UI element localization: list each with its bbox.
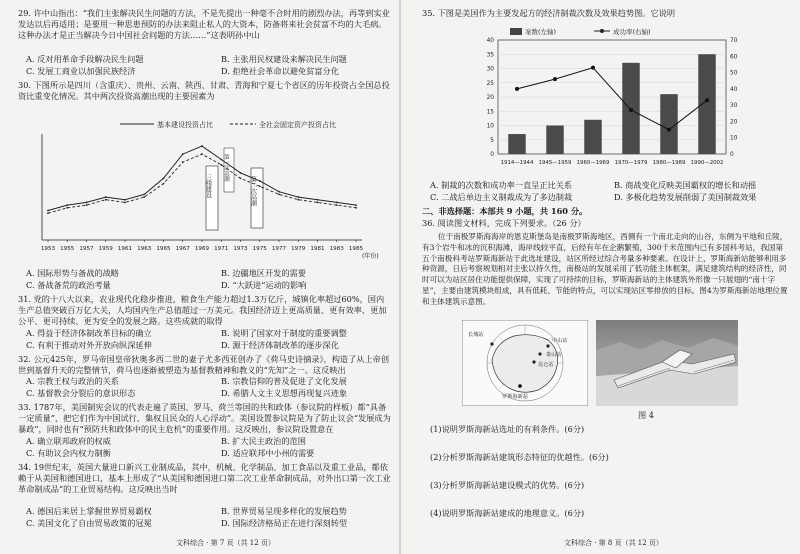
q30-x-tick-label: 1977 — [271, 246, 287, 252]
q30-point-2-8 — [201, 153, 203, 155]
q30-point-1-1 — [66, 204, 68, 206]
q30-point-2-15 — [336, 204, 338, 206]
q30-point-1-11 — [259, 180, 261, 182]
q30-legend-2: 全社会固定资产投资占比 — [259, 121, 336, 129]
q31-option-b: B. 说明了国家对于制度的重要调整 — [221, 328, 347, 338]
q30-point-2-1 — [66, 207, 68, 209]
q35-y-left-tick: 0 — [490, 152, 494, 158]
q35-legend-line: 成功率(右轴) — [613, 28, 651, 36]
q29-option-b: B. 主张用民权建设来解决民生问题 — [221, 54, 347, 64]
q35-x-tick-label: 1945—1959 — [538, 160, 572, 166]
q30-x-tick-label: 1975 — [252, 246, 267, 252]
q30-point-1-12 — [278, 191, 280, 193]
q30-point-2-11 — [259, 185, 261, 187]
q35-stem: 35. 下图是美国作为主要发起方的经济制裁次数及效果趋势图。它说明 — [422, 8, 676, 18]
q30-point-1-6 — [163, 177, 165, 179]
q35-y-left-tick: 35 — [486, 52, 494, 59]
map-marker-taishan — [538, 352, 541, 355]
q30-option-b: B. 边疆地区开发的需要 — [221, 268, 306, 278]
q30-annotation-1: 三线建设 — [204, 174, 212, 198]
q35-option-c: C. 二战后单边主义制裁成为了多边制裁 — [430, 192, 573, 202]
q35-y-right-tick: 20 — [730, 119, 738, 126]
q35-x-tick-label: 1980—1989 — [652, 160, 686, 166]
q33-option-b: B. 扩大民主政治的范围 — [221, 436, 306, 446]
q35-y-right-tick: 60 — [730, 54, 738, 61]
q30-point-2-4 — [124, 202, 126, 204]
q32-option-d: D. 希腊人文主义思想再现复兴迹象 — [221, 388, 348, 398]
q30-point-2-3 — [105, 199, 107, 201]
left-page — [6, 0, 398, 554]
q35-y-right-tick: 0 — [730, 152, 734, 158]
q31-option-d: D. 源于经济体制改革的逐步深化 — [221, 340, 339, 350]
q30-point-2-13 — [297, 199, 299, 201]
q35-x-tick-label: 1970—1979 — [614, 160, 648, 166]
q35-success-line — [517, 68, 707, 130]
q31-option-c: C. 有利于推动对外开放向纵深延伸 — [26, 340, 152, 350]
antarctica-map — [462, 320, 588, 406]
q35-y-left-tick: 5 — [490, 137, 494, 144]
q35-bar — [508, 134, 525, 154]
q30-chart — [16, 108, 396, 268]
q33-option-c: C. 有助议会内权力制衡 — [26, 448, 111, 458]
q30-x-tick-label: 1957 — [79, 246, 94, 252]
q32-option-b: B. 宗教信仰的普及促进了文化发展 — [221, 376, 347, 386]
q30-x-unit: (年份) — [362, 253, 379, 260]
q36-sub-1: (1)说明罗斯海新站选址的有利条件。(6分) — [430, 424, 585, 434]
q29-option-d: D. 拒绝社会革命以避免贫富分化 — [221, 66, 339, 76]
q35-success-point — [667, 128, 671, 132]
q35-y-left-tick: 10 — [486, 123, 494, 130]
q30-annotation-3: 第二次高潮 — [249, 176, 257, 206]
q30-point-2-12 — [278, 193, 280, 195]
q30-x-tick-label: 1965 — [156, 246, 171, 252]
q35-y-right-tick: 50 — [730, 70, 738, 77]
q30-point-1-15 — [336, 202, 338, 204]
q30-point-1-16 — [355, 204, 357, 206]
q35-success-point — [553, 77, 557, 81]
q30-point-1-3 — [105, 196, 107, 198]
q30-point-2-5 — [143, 196, 145, 198]
q30-x-tick-label: 1967 — [175, 246, 190, 252]
section-two-heading: 二、非选择题：本部共 9 小题，共 160 分。 — [422, 206, 588, 216]
q30-stem: 30. 下图所示是四川（含重庆）、贵州、云南、陕西、甘肃、青海和宁夏七个省区的历年投资占全国总投资比重变化情况。其中两次投资高潮出现的主要因素为 — [18, 80, 390, 102]
map-marker-zhongshan — [546, 344, 549, 347]
q30-x-tick-label: 1971 — [214, 246, 229, 252]
q35-success-point — [705, 98, 709, 102]
q30-point-2-2 — [86, 204, 88, 206]
q30-point-1-8 — [201, 145, 203, 147]
q30-series-line-1 — [48, 146, 356, 210]
q35-bar — [660, 94, 677, 154]
q32-option-a: A. 宗教王权与政治的关系 — [26, 376, 119, 386]
q30-x-tick-label: 1981 — [310, 246, 325, 252]
q35-legend-bars: 案数(左轴) — [525, 28, 557, 36]
q35-y-left-tick: 25 — [486, 80, 494, 87]
q35-success-point — [515, 87, 519, 91]
map-label-zhongshan: 中山站 — [552, 338, 568, 344]
q36-material: 位于南极罗斯海海岸的恩克斯堡岛是南极罗斯海地区，西侧有一个南北走向的山谷，东侧为平地和丘陵，有3个岩牛和冰的沉积海滩，海岸线较平直，后经有年在企鹅繁殖，300千米范围内已有多国科考站，我国第五个南极科考站罗斯海新站于此选址建设，站区所经过综合考量多种要素。在设计上，罗斯海新站能够利用多种资源，日后考察规划相对主张以持久性，南极站的发展采用了低功能主体框架，满足建筑结构的经济性，同时可以为站区居住功能提供保障，实现了可持续的目标，罗斯海新站的主体建筑外形像一只展翅的“南十字星”，主要由建筑模块组成，具有低耗、节能的特点，可以实现站区零排放的目标。图4为罗斯海新站地理位置和主体建筑示意图。 — [422, 232, 788, 306]
q35-y-right-tick: 30 — [730, 103, 738, 110]
q30-x-tick-label: 1963 — [137, 246, 152, 252]
q32-stem: 32. 公元425年，罗马帝国皇帝狄奥多西二世的妻子尤多西亚创办了《荷马史诗摘录》，构造了从上帝创世到基督升天的完整情节，荷马也逐渐被塑造为基督教精神和教义的“先知”之一。这反映出 — [18, 354, 390, 376]
q29-stem: 29. 许中山指出：“我们主张解决民生问题的方法，不是先提出一种毫不合时用的剧烈办法，再等到实业发达以后再适用；是要用一种思患预防的办法来阻止私人的大资本，防备将来社会贫富不均的大毛病。这种办法才是正当解决今日中国社会问题的方法……”这表明孙中山 — [18, 8, 390, 41]
map-label-rossi: 罗斯海新站 — [502, 394, 528, 400]
q33-stem: 33. 1787年，美国制宪会议的代表走遍了英国、罗马、荷兰等国的共和政体（参议院的样板）都“具备一定质量”，把它们作为中国试行、集权且民众的人心浮动”。美国设置参议院是为了防止议会“发展成为暴政”，同时也有“预防共和政体中的民主危机”的重要作用。这反映出，参议院设置意在 — [18, 402, 391, 435]
map-label-kunlun: 昆仑站 — [538, 362, 554, 368]
q30-point-1-4 — [124, 199, 126, 201]
q34-option-c: C. 美国文化了自由贸易政策的冠冕 — [26, 518, 152, 528]
figure-4-label: 图 4 — [638, 410, 654, 420]
q30-x-tick-label: 1969 — [194, 246, 210, 252]
q30-legend-1: 基本建设投资占比 — [157, 121, 213, 129]
q30-point-2-10 — [240, 177, 242, 179]
map-label-changcheng: 长城站 — [468, 332, 484, 338]
q32-option-c: C. 基督教会分裂后的意识形态 — [26, 388, 136, 398]
q35-x-tick-label: 1990—2002 — [690, 160, 724, 166]
q35-option-d: D. 多极化趋势发展削弱了美国制裁效果 — [614, 192, 757, 202]
q35-bar — [584, 120, 601, 154]
q30-point-2-6 — [163, 183, 165, 185]
q35-success-point — [591, 66, 595, 70]
q30-point-1-13 — [297, 196, 299, 198]
q30-option-d: D. “大跃进”运动的影响 — [221, 280, 307, 290]
q30-annotation-2: 第一次高潮 — [223, 154, 229, 182]
q30-point-2-7 — [182, 161, 184, 163]
q30-x-tick-label: 1983 — [329, 246, 344, 252]
q34-option-b: B. 世界贸易呈现多样化的发展趋势 — [221, 506, 347, 516]
q30-x-tick-label: 1959 — [98, 246, 113, 252]
q30-x-tick-label: 1953 — [40, 246, 56, 252]
q30-option-c: C. 备战备荒的政治考量 — [26, 280, 111, 290]
map-label-taishan: 泰山站 — [546, 352, 562, 358]
q36-intro: 36. 阅读图文材料，完成下列要求。（26 分） — [422, 218, 586, 228]
q30-x-tick-label: 1985 — [348, 246, 364, 252]
q35-y-left-tick: 20 — [486, 95, 494, 101]
q33-option-a: A. 确立联邦政府的权威 — [26, 436, 111, 446]
q35-chart — [464, 22, 764, 180]
right-page-footer: 文科综合 · 第 8 页（共 12 页） — [564, 539, 663, 547]
q30-option-a: A. 国际形势与备战的战略 — [26, 268, 119, 278]
q30-point-1-2 — [86, 202, 88, 204]
q36-sub-2: (2)分析罗斯海新站建筑形态特征的优越性。(6分) — [430, 452, 609, 462]
left-page-footer: 文科综合 · 第 7 页（共 12 页） — [176, 539, 275, 547]
q35-y-right-tick: 70 — [730, 38, 738, 44]
q34-option-d: D. 国际经济格局正在进行深刻转型 — [221, 518, 348, 528]
q30-series-line-2 — [48, 154, 356, 213]
q34-option-a: A. 德国后来居上掌握世界贸易霸权 — [26, 506, 152, 516]
map-marker-kunlun — [532, 360, 535, 363]
q35-y-left-tick: 15 — [486, 109, 494, 116]
q30-point-2-0 — [47, 212, 49, 214]
q35-success-point — [629, 108, 633, 112]
q35-bar — [698, 54, 715, 154]
q29-option-c: C. 发展工商业以加强民族经济 — [26, 66, 136, 76]
q35-option-b: B. 商战变化反映美国霸权的增长和动摇 — [614, 180, 757, 190]
q35-y-left-tick: 30 — [486, 66, 494, 73]
q29-option-a: A. 反对用革命手段解决民生问题 — [26, 54, 144, 64]
q35-x-tick-label: 1960—1969 — [576, 160, 610, 166]
q31-option-a: A. 得益于经济体制改革目标的确立 — [26, 328, 152, 338]
q30-point-1-5 — [143, 193, 145, 195]
q30-point-1-14 — [317, 199, 319, 201]
q35-y-right-tick: 40 — [730, 86, 738, 93]
q30-point-1-9 — [220, 159, 222, 161]
q36-sub-4: (4)说明罗斯海新站建成的地理意义。(6分) — [430, 508, 585, 518]
q36-sub-3: (3)分析罗斯海新站建设模式的优势。(6分) — [430, 480, 585, 490]
map-marker-rossi — [518, 384, 522, 388]
q31-stem: 31. 党的十八大以来，农业现代化稳步推进，粮食生产能力超过1.3万亿斤，城镇化率超过60%，国内生产总值突破百万亿大关，人均国内生产总值超过一万美元。我国经济迈上更高质量、更有效率、更加公平、更可持续、更为安全的发展之路。这些成就的取得 — [18, 294, 387, 327]
q35-bar — [546, 126, 563, 155]
q34-stem: 34. 19世纪末，英国大量进口新兴工业制成品，其中，机械、化学制品、加工食品以及重工业品，都依赖于从美国和德国进口，基本上形成了“从美国和德国进口第二次工业革命制成品，对外出口第一次工业革命制成品”的工业贸易结构。这反映出当时 — [18, 462, 391, 495]
q33-option-d: D. 适应联邦中小州的需要 — [221, 448, 315, 458]
q30-point-2-14 — [317, 202, 319, 204]
page-divider — [399, 0, 401, 554]
right-page — [404, 0, 796, 554]
q30-point-2-9 — [220, 164, 222, 166]
q30-x-tick-label: 1961 — [117, 246, 133, 252]
map-marker-changcheng — [490, 342, 493, 345]
q30-point-1-10 — [240, 172, 242, 174]
q30-x-tick-label: 1979 — [291, 246, 306, 252]
q30-x-tick-label: 1955 — [60, 246, 75, 252]
q30-point-1-7 — [182, 153, 184, 155]
q35-y-left-tick: 40 — [486, 38, 494, 44]
q30-point-2-16 — [355, 207, 357, 209]
q30-point-1-0 — [47, 210, 49, 212]
station-photo — [596, 320, 738, 406]
q35-y-right-tick: 10 — [730, 135, 738, 142]
q35-x-tick-label: 1914—1944 — [500, 160, 534, 166]
q35-option-a: A. 制裁的次数和成功率一直呈正比关系 — [430, 180, 573, 190]
q30-x-tick-label: 1973 — [233, 246, 248, 252]
